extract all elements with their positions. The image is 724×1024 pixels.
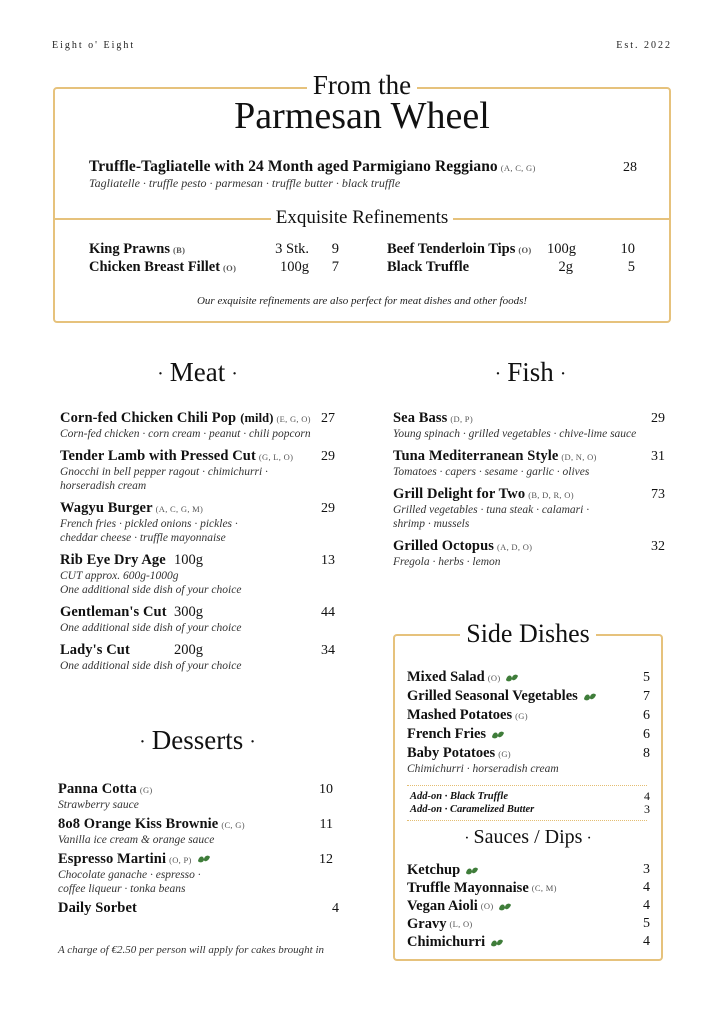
addon-divider <box>407 820 647 821</box>
item-description: coffee liqueur · tonka beans <box>58 883 186 895</box>
side-item <box>407 687 650 706</box>
side-item <box>407 725 650 744</box>
vegan-leaf-icon <box>583 692 597 701</box>
item-description: Gnocchi in bell pepper ragout · chimichurri · <box>60 466 268 478</box>
menu-item <box>60 500 335 545</box>
refinement-name: Beef Tenderloin Tips (O) <box>387 241 532 257</box>
refinement-price: 9 <box>331 241 339 257</box>
item-name: Truffle Mayonnaise <box>407 879 529 896</box>
item-price: 5 <box>643 669 650 685</box>
sauces-list <box>407 861 650 951</box>
refinement-qty: 100g <box>280 259 309 275</box>
item-name: 8o8 Orange Kiss Brownie <box>58 816 219 832</box>
item-price: 4 <box>643 934 650 949</box>
item-price: 4 <box>643 898 650 913</box>
menu-item <box>60 410 335 441</box>
item-name: Panna Cotta <box>58 781 137 797</box>
sauce-item <box>407 861 650 879</box>
menu-item <box>58 816 333 847</box>
refinement-name: King Prawns (B) <box>89 241 186 257</box>
item-allergens: (G, L, O) <box>258 452 294 462</box>
refinement-qty: 100g <box>547 241 576 257</box>
item-name: Lady's Cut <box>60 642 130 658</box>
item-name: French Fries <box>407 726 487 742</box>
menu-item <box>60 604 335 635</box>
item-price: 5 <box>643 916 650 931</box>
refinement-price: 5 <box>627 259 635 275</box>
item-name: Tuna Mediterranean Style <box>393 448 559 464</box>
item-allergens: (G) <box>498 748 511 759</box>
item-description: shrimp · mussels <box>393 518 470 530</box>
item-description: One additional side dish of your choice <box>60 622 242 634</box>
side-dishes-list <box>407 668 650 821</box>
item-allergens: (A, C, G, M) <box>155 504 204 514</box>
item-description: One additional side dish of your choice <box>60 660 242 672</box>
menu-item <box>60 448 335 493</box>
menu-item <box>393 448 665 479</box>
item-allergens: (O, P) <box>169 855 192 865</box>
dish-price: 28 <box>623 160 637 175</box>
item-description: horseradish cream <box>60 480 147 492</box>
menu-item <box>58 851 333 896</box>
item-name: Mixed Salad <box>407 669 485 685</box>
item-name: Corn-fed Chicken Chili Pop <box>60 410 237 426</box>
item-allergens: (C, M) <box>531 883 557 893</box>
addon-label: Add-on · Black Truffle <box>410 791 509 802</box>
item-description: Tomatoes · capers · sesame · garlic · olives <box>393 466 590 478</box>
desserts-list <box>58 781 339 924</box>
refinement-row <box>89 259 339 277</box>
vegan-leaf-icon <box>491 730 505 739</box>
refinements-left-column <box>89 241 339 277</box>
item-name: Mashed Potatoes <box>407 707 513 723</box>
refinement-row <box>387 259 635 277</box>
established-year: Est. 2022 <box>616 40 672 51</box>
item-name: Gentleman's Cut <box>60 604 167 620</box>
refinements-title <box>0 206 724 230</box>
refinement-qty: 3 Stk. <box>275 241 309 257</box>
parmesan-dish <box>89 158 637 191</box>
item-allergens: (G) <box>515 710 528 721</box>
item-name: Grilled Seasonal Vegetables <box>407 688 578 704</box>
item-price: 32 <box>651 539 665 554</box>
item-name: Wagyu Burger <box>60 500 153 516</box>
item-price: 27 <box>321 411 335 426</box>
item-name: Sea Bass <box>393 410 448 426</box>
item-description: Fregola · herbs · lemon <box>393 556 501 568</box>
item-name: Chimichurri <box>407 933 486 950</box>
item-allergens: (O) <box>480 901 494 911</box>
item-allergens: (D, N, O) <box>561 452 597 462</box>
item-description: cheddar cheese · truffle mayonnaise <box>60 532 226 544</box>
item-allergens: (A, D, O) <box>497 542 533 552</box>
fish-heading: · Fish · <box>494 357 567 387</box>
parmesan-title-main: Parmesan Wheel <box>234 95 490 137</box>
vegan-leaf-icon <box>197 854 211 863</box>
item-price: 29 <box>321 501 335 516</box>
addon-label: Add-on · Caramelized Butter <box>410 804 535 815</box>
item-description: Chimichurri · horseradish cream <box>407 763 559 775</box>
item-price: 6 <box>643 707 650 723</box>
addon-item <box>410 790 650 803</box>
cake-charge-note: A charge of €2.50 per person will apply for cakes brought in <box>58 944 325 956</box>
restaurant-name: Eight o' Eight <box>52 40 136 51</box>
item-allergens: (D, P) <box>450 414 473 424</box>
item-spice-level: (mild) <box>240 411 274 425</box>
menu-item <box>393 410 665 441</box>
item-name: Ketchup <box>407 861 461 878</box>
item-allergens: (O) <box>487 672 501 683</box>
item-name: Gravy <box>407 915 447 932</box>
item-weight: 100g <box>174 552 203 568</box>
item-name: Tender Lamb with Pressed Cut <box>60 448 256 464</box>
item-price: 4 <box>643 880 650 895</box>
side-dishes-title <box>393 618 663 650</box>
item-price: 12 <box>319 852 333 867</box>
item-allergens: (C, G) <box>221 820 245 830</box>
refinement-qty: 2g <box>558 259 573 275</box>
item-description: French fries · pickled onions · pickles · <box>60 518 238 530</box>
item-allergens: (E, G, O) <box>276 414 311 424</box>
item-price: 73 <box>651 487 665 502</box>
item-price: 29 <box>651 411 665 426</box>
item-description: CUT approx. 600g-1000g <box>60 570 179 582</box>
item-description: Vanilla ice cream & orange sauce <box>58 834 215 846</box>
item-price: 29 <box>321 449 335 464</box>
dish-description: Tagliatelle · truffle pesto · parmesan · truffle butter · black truffle <box>89 176 401 190</box>
item-name: Rib Eye Dry Age <box>60 552 166 568</box>
item-name: Vegan Aioli <box>407 897 478 914</box>
side-dishes-title-text: Side Dishes <box>460 619 596 648</box>
sauce-item <box>407 933 650 951</box>
item-price: 34 <box>321 643 335 658</box>
item-price: 6 <box>643 726 650 742</box>
item-name: Baby Potatoes <box>407 745 496 761</box>
item-description: Strawberry sauce <box>58 799 139 811</box>
refinement-price: 10 <box>620 241 635 257</box>
menu-item <box>58 900 339 917</box>
item-price: 11 <box>319 817 333 832</box>
item-price: 44 <box>321 605 335 620</box>
item-name: Daily Sorbet <box>58 900 137 916</box>
item-description: Grilled vegetables · tuna steak · calamari · <box>393 504 590 516</box>
menu-item <box>393 538 665 569</box>
sauce-item <box>407 879 650 897</box>
refinements-right-column <box>387 241 635 277</box>
addon-price: 4 <box>644 789 650 803</box>
refinements-title-text: Exquisite Refinements <box>271 207 454 228</box>
item-price: 13 <box>321 553 335 568</box>
item-name: Grilled Octopus <box>393 538 494 554</box>
menu-item <box>58 781 333 812</box>
refinements-note: Our exquisite refinements are also perfect for meat dishes and other foods! <box>196 295 528 307</box>
item-price: 10 <box>319 782 333 797</box>
refinement-name: Black Truffle <box>387 259 470 275</box>
refinement-row <box>89 241 339 259</box>
addon-list <box>407 786 650 820</box>
menu-item <box>60 552 335 597</box>
item-price: 31 <box>651 449 665 464</box>
item-price: 4 <box>332 901 339 916</box>
item-price: 8 <box>643 745 650 761</box>
sauces-heading: · Sauces / Dips · <box>464 826 592 848</box>
item-weight: 200g <box>174 642 203 658</box>
refinement-row <box>387 241 635 259</box>
side-item <box>407 668 650 687</box>
item-description: One additional side dish of your choice <box>60 584 242 596</box>
sauce-item <box>407 897 650 915</box>
addon-item <box>410 803 650 816</box>
item-price: 7 <box>643 688 650 704</box>
item-weight: 300g <box>174 604 203 620</box>
item-allergens: (B, D, R, O) <box>528 490 574 500</box>
item-description: Corn-fed chicken · corn cream · peanut · chili popcorn <box>60 428 311 440</box>
vegan-leaf-icon <box>465 866 479 875</box>
fish-list <box>393 410 665 576</box>
item-allergens: (L, O) <box>449 919 473 929</box>
refinement-price: 7 <box>331 259 339 275</box>
menu-item <box>393 486 665 531</box>
dish-name: Truffle-Tagliatelle with 24 Month aged Parmigiano Reggiano <box>89 158 498 175</box>
refinement-name: Chicken Breast Fillet (O) <box>89 259 237 275</box>
item-allergens: (G) <box>139 785 153 795</box>
sauce-item <box>407 915 650 933</box>
menu-item <box>60 642 335 673</box>
meat-list <box>60 410 335 680</box>
item-name: Grill Delight for Two <box>393 486 526 502</box>
addon-price: 3 <box>644 802 650 816</box>
side-item <box>407 744 650 763</box>
parmesan-title-top-text: From the <box>307 70 417 100</box>
desserts-heading: · Desserts · <box>139 725 256 755</box>
item-price: 3 <box>643 862 650 877</box>
vegan-leaf-icon <box>490 938 504 947</box>
item-description: Chocolate ganache · espresso · <box>58 869 201 881</box>
side-item <box>407 706 650 725</box>
item-name: Espresso Martini <box>58 851 167 867</box>
meat-heading: · Meat · <box>157 357 238 387</box>
item-description: Young spinach · grilled vegetables · chive-lime sauce <box>393 428 637 440</box>
vegan-leaf-icon <box>505 673 519 682</box>
vegan-leaf-icon <box>498 902 512 911</box>
dish-allergens: (A, C, G) <box>500 163 536 173</box>
